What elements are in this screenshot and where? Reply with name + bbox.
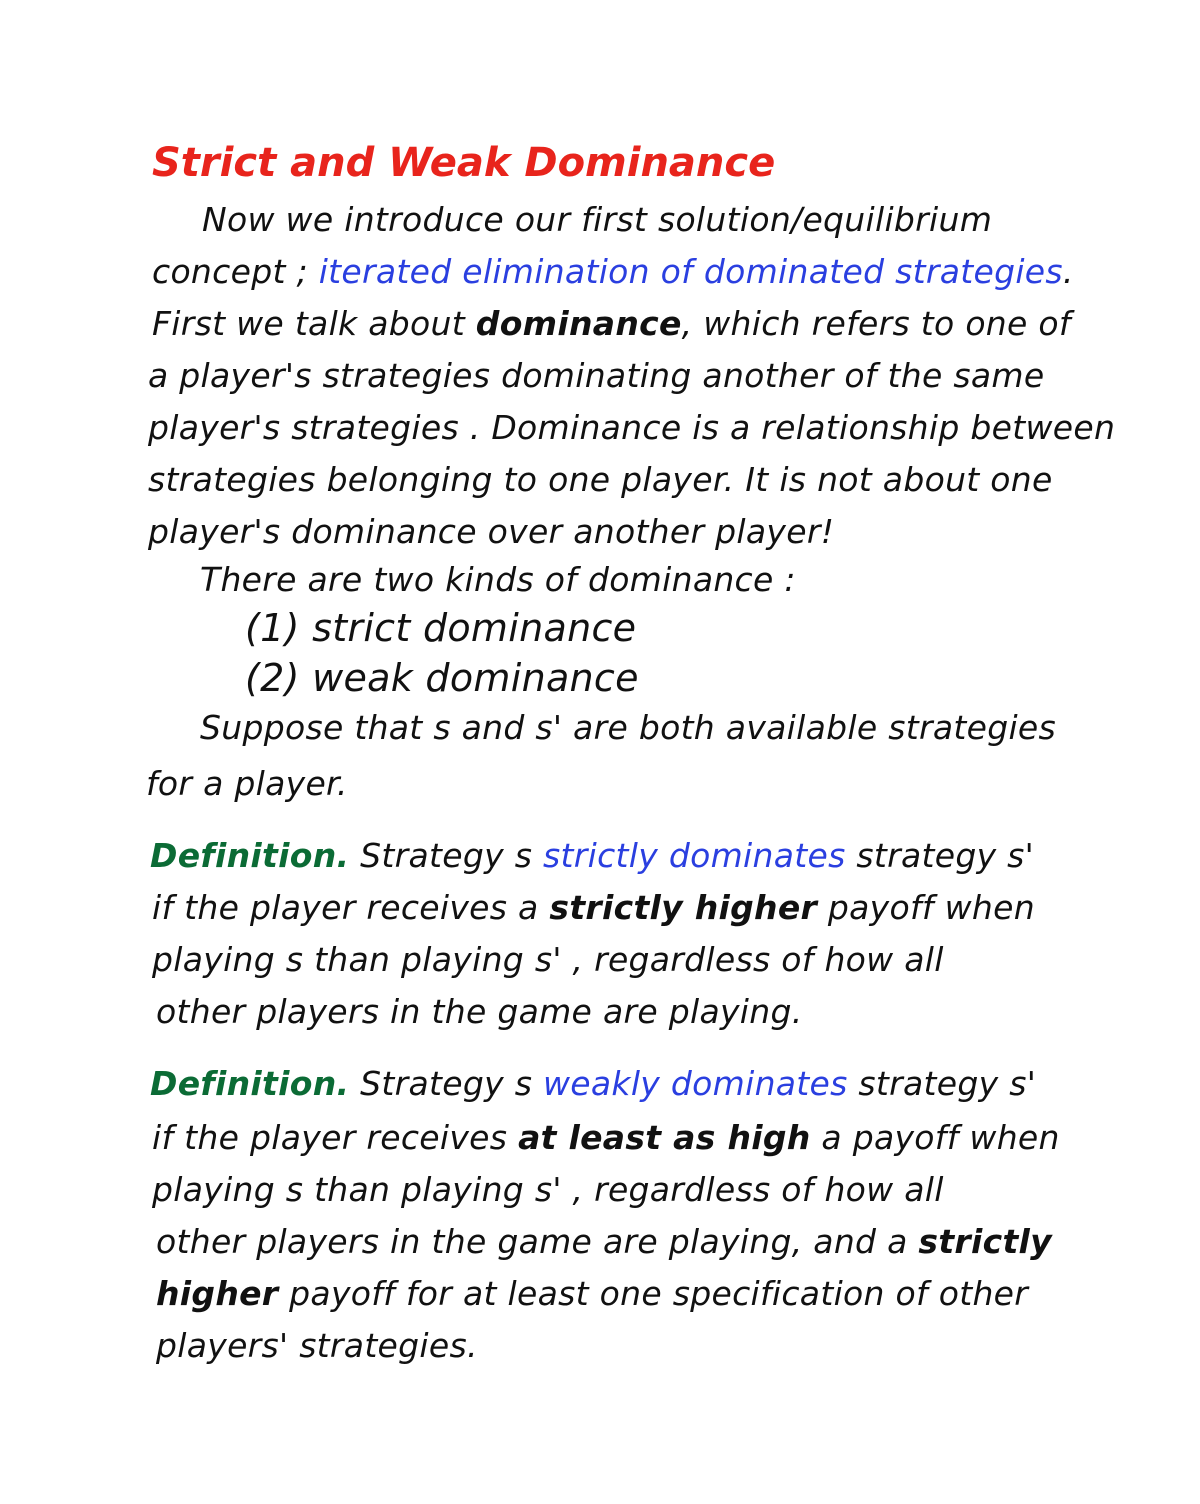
def-text: Strategy s (349, 1064, 543, 1103)
def-text: strategy s' (845, 836, 1035, 875)
intro-text: , which refers to one of (681, 304, 1071, 343)
bold-term: strictly (918, 1222, 1052, 1261)
def-text: players' strategies. (156, 1326, 478, 1365)
def1-line-3 (152, 940, 944, 980)
kinds-text: There are two kinds of dominance : (200, 560, 796, 599)
intro-text: Now we introduce our first solution/equilibrium (202, 200, 993, 239)
intro-text: . (1062, 252, 1074, 291)
def-text: if the player receives (152, 1118, 519, 1157)
def2-line-1 (150, 1064, 1036, 1104)
def1-line-1 (150, 836, 1034, 876)
kinds-intro (200, 560, 796, 600)
suppose-line-2 (146, 764, 348, 804)
highlighted-term: weakly dominates (543, 1064, 848, 1103)
intro-line-2 (152, 252, 1074, 292)
def-text: payoff when (817, 888, 1035, 927)
kinds-item-2 (245, 658, 639, 698)
def2-line-2 (152, 1118, 1060, 1158)
page-title: Strict and Weak Dominance (152, 140, 776, 186)
def2-line-5 (156, 1274, 1028, 1314)
intro-line-5 (148, 408, 1115, 448)
def-text: playing s than playing s' , regardless of how all (152, 1170, 944, 1209)
intro-text: concept ; (152, 252, 319, 291)
def1-line-2 (152, 888, 1035, 928)
def-text: playing s than playing s' , regardless of how all (152, 940, 944, 979)
def-text: other players in the game are playing, and a (156, 1222, 919, 1261)
intro-text: strategies belonging to one player. It is not about one (148, 460, 1053, 499)
highlighted-term: iterated elimination of dominated strategies (318, 252, 1063, 291)
list-item: (2) weak dominance (245, 656, 639, 700)
def-text: payoff for at least one specification of other (278, 1274, 1029, 1313)
def2-line-6 (156, 1326, 478, 1366)
intro-line-6 (148, 460, 1053, 500)
def-text: other players in the game are playing. (156, 992, 803, 1031)
def-text: a payoff when (810, 1118, 1060, 1157)
def-text: if the player receives a (152, 888, 550, 927)
definition-label: Definition. (150, 1064, 350, 1103)
intro-text: a player's strategies dominating another of the same (148, 356, 1045, 395)
intro-line-1 (202, 200, 992, 240)
definition-label: Definition. (150, 836, 350, 875)
kinds-item-1 (245, 608, 636, 648)
bold-term: higher (156, 1274, 279, 1313)
highlighted-term: strictly dominates (543, 836, 846, 875)
def-text: strategy s' (847, 1064, 1037, 1103)
bold-term: dominance (475, 304, 682, 343)
intro-text: player's dominance over another player! (148, 512, 835, 551)
intro-line-7 (148, 512, 834, 552)
def2-line-4 (156, 1222, 1052, 1262)
suppose-text: for a player. (146, 764, 348, 803)
suppose-line-1 (200, 708, 1056, 748)
suppose-text: Suppose that s and s' are both available strategies (200, 708, 1057, 747)
bold-term: at least as high (518, 1118, 811, 1157)
list-item: (1) strict dominance (245, 606, 637, 650)
intro-line-4 (148, 356, 1044, 396)
def1-line-4 (156, 992, 803, 1032)
def-text: Strategy s (349, 836, 543, 875)
intro-line-3 (152, 304, 1071, 344)
intro-text: First we talk about (152, 304, 476, 343)
def2-line-3 (152, 1170, 944, 1210)
bold-term: strictly higher (549, 888, 818, 927)
intro-text: player's strategies . Dominance is a relationship between (148, 408, 1116, 447)
